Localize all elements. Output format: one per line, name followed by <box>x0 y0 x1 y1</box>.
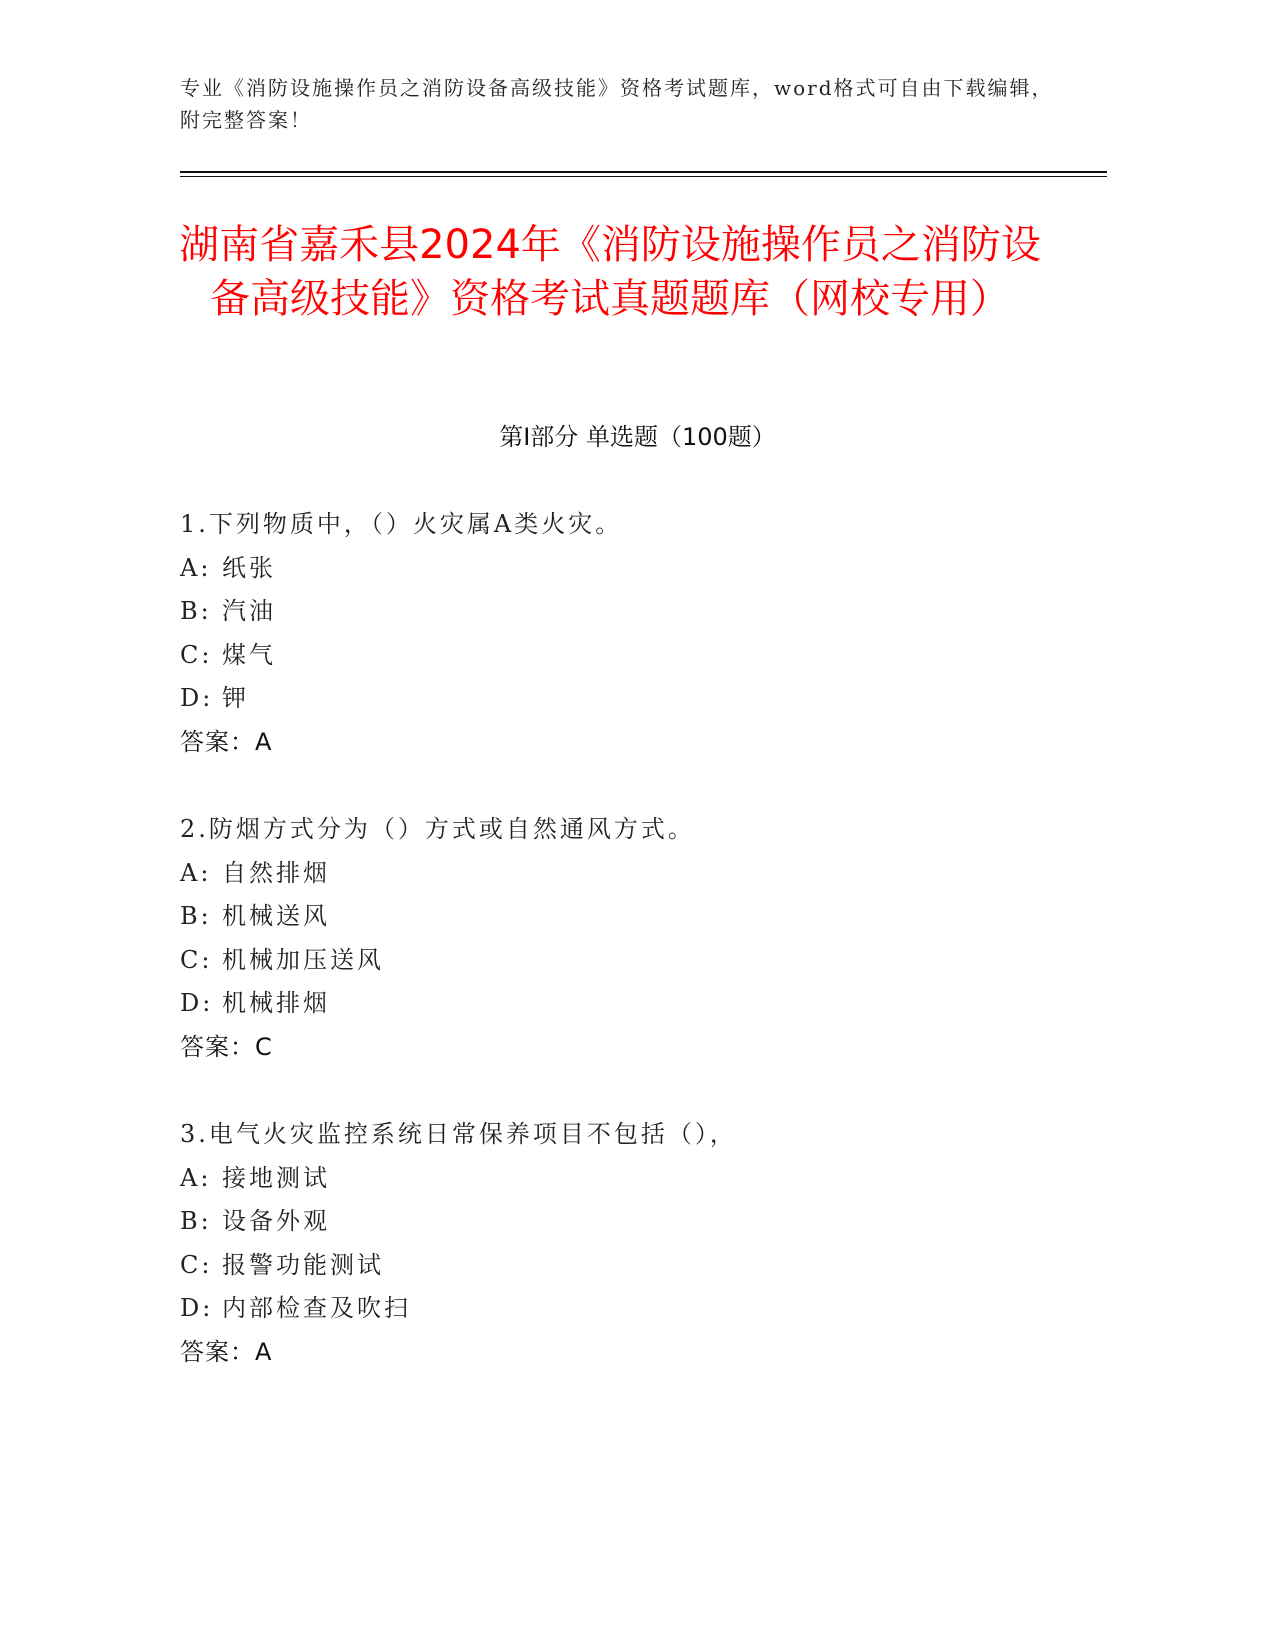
option-text: 内部检查及吹扫 <box>222 1294 411 1322</box>
option-text: 自然排烟 <box>222 858 330 887</box>
option-text: 报警功能测试 <box>222 1250 384 1279</box>
option-letter: C: <box>180 945 213 974</box>
option-letter: A: <box>180 553 212 582</box>
header-divider-thin <box>180 176 1107 177</box>
option-letter: B: <box>180 597 212 625</box>
answer: 答案：A <box>180 727 273 756</box>
option-letter: A: <box>180 858 212 887</box>
option-letter: A: <box>180 1163 212 1192</box>
document-title: 湖南省嘉禾县2024年《消防设施操作员之消防设备高级技能》资格考试真题题库（网校专用） <box>179 222 1041 322</box>
option-letter: B: <box>180 902 212 930</box>
option-a <box>180 547 1080 591</box>
question-3 <box>180 1113 1080 1374</box>
option-c <box>180 1244 1080 1288</box>
option-text: 机械排烟 <box>222 989 330 1017</box>
option-text: 汽油 <box>222 597 276 625</box>
option-d <box>180 677 1080 721</box>
question-stem: 3.电气火灾监控系统日常保养项目不包括（）， <box>180 1120 737 1148</box>
header-note: 专业《消防设施操作员之消防设备高级技能》资格考试题库，word格式可自由下载编辑，附完整答案！ <box>180 76 1054 132</box>
question-stem: 1.下列物质中，（）火灾属A类火灾。 <box>180 510 623 538</box>
option-text: 机械加压送风 <box>222 945 384 974</box>
option-a <box>180 852 1080 896</box>
option-text: 钾 <box>222 684 249 712</box>
answer: 答案：C <box>180 1032 273 1061</box>
option-text: 纸张 <box>222 553 276 582</box>
option-c <box>180 939 1080 983</box>
header-divider-thick <box>180 171 1107 173</box>
option-b <box>180 1200 1080 1244</box>
option-letter: C: <box>180 1250 213 1279</box>
option-text: 设备外观 <box>222 1207 330 1235</box>
answer: 答案：A <box>180 1337 273 1366</box>
option-text: 煤气 <box>222 640 276 669</box>
option-letter: D: <box>180 989 214 1017</box>
option-c <box>180 634 1080 678</box>
option-letter: D: <box>180 1294 214 1322</box>
option-letter: C: <box>180 640 213 669</box>
question-stem: 2.防烟方式分为（）方式或自然通风方式。 <box>180 815 695 843</box>
option-text: 接地测试 <box>222 1163 330 1192</box>
option-d <box>180 1287 1080 1331</box>
option-b <box>180 590 1080 634</box>
option-letter: B: <box>180 1207 212 1235</box>
option-letter: D: <box>180 684 214 712</box>
option-d <box>180 982 1080 1026</box>
question-1 <box>180 503 1080 764</box>
question-2 <box>180 808 1080 1069</box>
option-text: 机械送风 <box>222 902 330 930</box>
section-heading: 第I部分 单选题（100题） <box>499 423 776 451</box>
option-a <box>180 1157 1080 1201</box>
option-b <box>180 895 1080 939</box>
